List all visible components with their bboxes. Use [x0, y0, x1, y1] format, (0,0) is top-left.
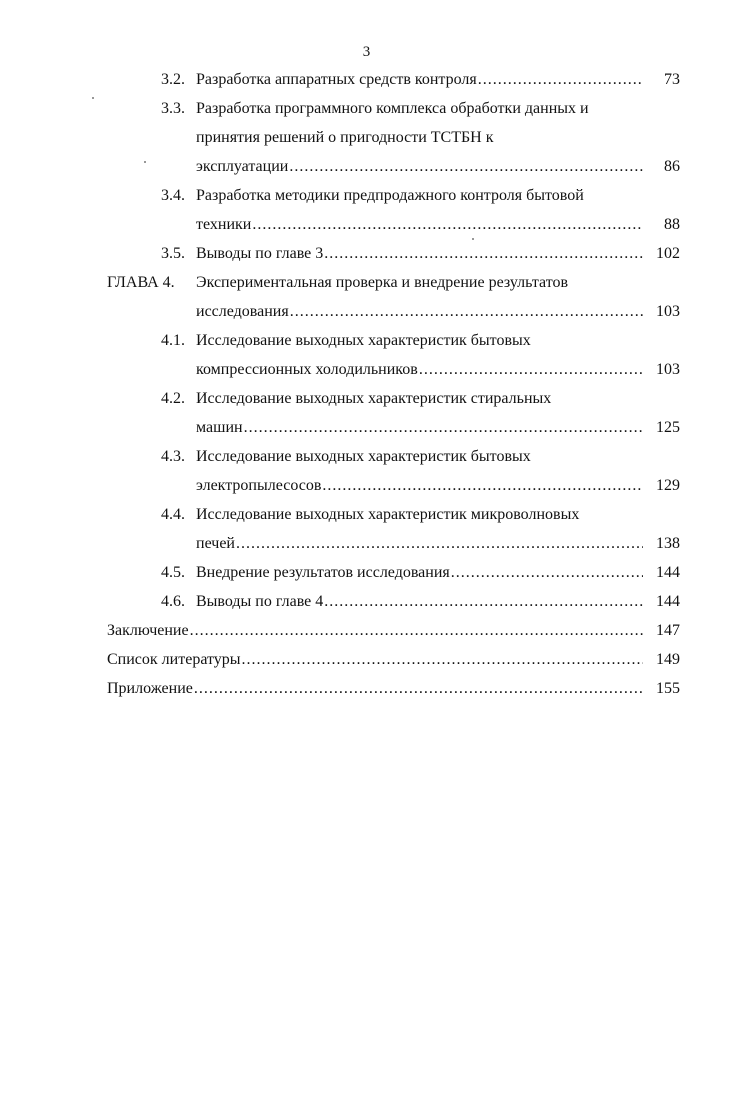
toc-line[interactable]: [107, 619, 680, 643]
toc-entry-title: компрессионных холодильников: [196, 361, 418, 378]
toc-page-number: 138: [656, 535, 680, 552]
toc-page-number: 149: [656, 651, 680, 668]
toc-entry-number: 3.2.: [161, 71, 185, 88]
toc-entry-title: эксплуатации: [196, 158, 289, 175]
toc-line[interactable]: [196, 503, 579, 527]
toc-page-number: 155: [656, 680, 680, 697]
toc-line[interactable]: [107, 677, 680, 701]
scan-speck: [472, 238, 474, 240]
toc-entry-title: электропылесосов: [196, 477, 322, 494]
toc-page-number: 86: [664, 158, 680, 175]
toc-entry-title: Выводы по главе 4: [196, 593, 324, 610]
dot-leader: [324, 590, 643, 614]
toc-page-number: 129: [656, 477, 680, 494]
toc-entry-title: исследования: [196, 303, 289, 320]
dot-leader: [194, 677, 643, 701]
toc-line[interactable]: [196, 126, 494, 150]
toc-line[interactable]: [107, 648, 680, 672]
toc-entry-title: Список литературы: [107, 651, 241, 668]
dot-leader: [190, 619, 643, 643]
toc-entry-title: Экспериментальная проверка и внедрение результатов: [196, 274, 569, 291]
toc-entry-title: Исследование выходных характеристик стиральных: [196, 390, 552, 407]
toc-entry-number: 4.3.: [161, 448, 185, 465]
toc-entry-title: Разработка программного комплекса обработки данных и: [196, 100, 589, 117]
dot-leader: [324, 242, 643, 266]
page-number: 3: [362, 44, 371, 60]
toc-entry-number: 4.2.: [161, 390, 185, 407]
toc-entry-title: Приложение: [107, 680, 193, 697]
dot-leader: [451, 561, 643, 585]
dot-leader: [236, 532, 643, 556]
toc-entry-title: Разработка методики предпродажного контроля бытовой: [196, 187, 584, 204]
dot-leader: [322, 474, 643, 498]
toc-entry-title: машин: [196, 419, 243, 436]
toc-entry-title: Исследование выходных характеристик микроволновых: [196, 506, 580, 523]
toc-page-number: 144: [656, 564, 680, 581]
toc-entry-number: ГЛАВА 4.: [107, 274, 175, 291]
toc-line[interactable]: [196, 532, 680, 556]
dot-leader: [242, 648, 643, 672]
toc-entry-number: 3.5.: [161, 245, 185, 262]
toc-page-number: 147: [656, 622, 680, 639]
dot-leader: [478, 68, 643, 92]
toc-line[interactable]: [196, 68, 680, 92]
toc-entry-number: 4.5.: [161, 564, 185, 581]
toc-entry-title: Исследование выходных характеристик бытовых: [196, 332, 531, 349]
toc-line[interactable]: [196, 445, 531, 469]
toc-entry-number: 3.4.: [161, 187, 185, 204]
toc-page-number: 144: [656, 593, 680, 610]
toc-page-number: 73: [664, 71, 680, 88]
toc-entry-title: Внедрение результатов исследования: [196, 564, 450, 581]
dot-leader: [419, 358, 643, 382]
toc-line[interactable]: [196, 561, 680, 585]
toc-entry-title: Заключение: [107, 622, 189, 639]
toc-line[interactable]: [196, 242, 680, 266]
toc-line[interactable]: [196, 387, 551, 411]
toc-page-number: 102: [656, 245, 680, 262]
toc-entry-number: 4.1.: [161, 332, 185, 349]
toc-line[interactable]: [196, 184, 584, 208]
toc-line[interactable]: [196, 329, 531, 353]
toc-page-number: 125: [656, 419, 680, 436]
toc-page-number: 103: [656, 361, 680, 378]
toc-page-number: 88: [664, 216, 680, 233]
scan-speck: [92, 97, 94, 99]
dot-leader: [252, 213, 643, 237]
toc-line[interactable]: [196, 155, 680, 179]
toc-line[interactable]: [196, 97, 589, 121]
toc-entry-title: Разработка аппаратных средств контроля: [196, 71, 477, 88]
dot-leader: [289, 155, 643, 179]
toc-line[interactable]: [196, 358, 680, 382]
toc-line[interactable]: [196, 474, 680, 498]
toc-entry-number: 4.6.: [161, 593, 185, 610]
toc-page-number: 103: [656, 303, 680, 320]
toc-entry-title: техники: [196, 216, 252, 233]
toc-line[interactable]: [196, 416, 680, 440]
dot-leader: [244, 416, 643, 440]
toc-entry-number: 3.3.: [161, 100, 185, 117]
toc-entry-title: Выводы по главе 3: [196, 245, 324, 262]
toc-line[interactable]: [196, 590, 680, 614]
toc-entry-title: принятия решений о пригодности ТСТБН к: [196, 129, 494, 146]
toc-line[interactable]: [196, 271, 568, 295]
toc-entry-title: Исследование выходных характеристик бытовых: [196, 448, 531, 465]
toc-line[interactable]: [196, 300, 680, 324]
toc-entry-title: печей: [196, 535, 235, 552]
toc-entry-number: 4.4.: [161, 506, 185, 523]
dot-leader: [290, 300, 643, 324]
scan-speck: [144, 161, 146, 163]
toc-line[interactable]: [196, 213, 680, 237]
